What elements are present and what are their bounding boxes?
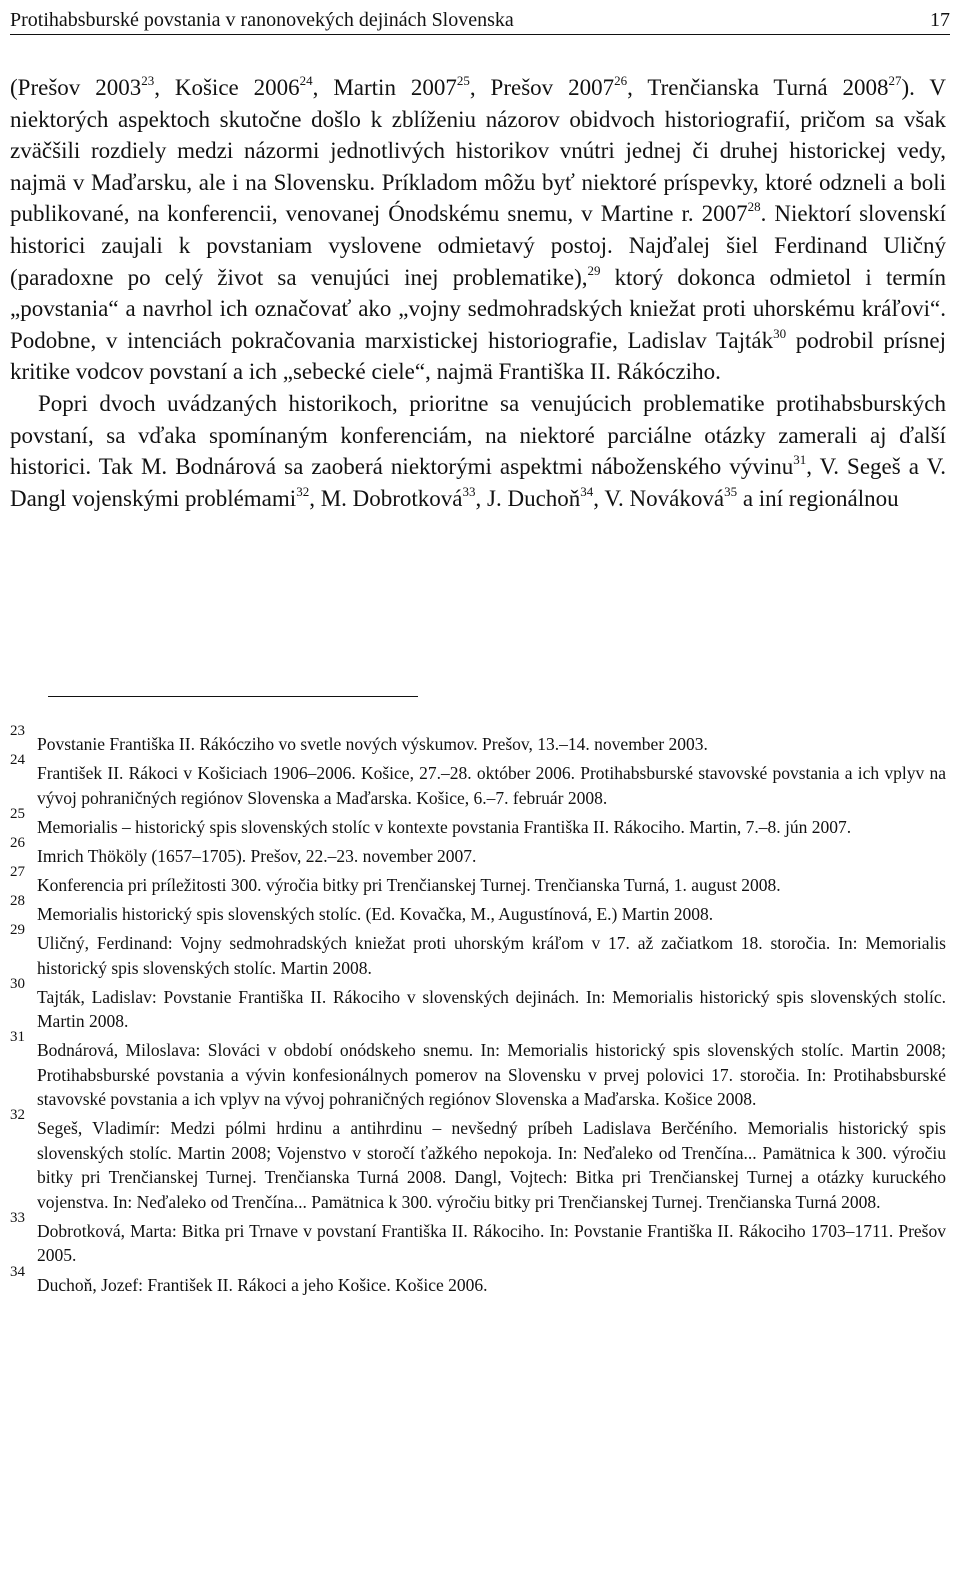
- footnote-text: Memorialis – historický spis slovenských stolíc v kontexte povstania Františka II. Rákociho. Martin, 7.–8. jún 2007.: [37, 816, 852, 837]
- footnote-text: Uličný, Ferdinand: Vojny sedmohradských kniežat proti uhorským kráľom v 17. až začiatkom 18. storočia. In: Memorialis historický spis slovenských stolíc. Martin 2008.: [37, 933, 946, 978]
- footnote-ref-26[interactable]: 26: [614, 73, 628, 88]
- text-run: , Prešov 2007: [469, 75, 615, 100]
- footnote-text: Povstanie Františka II. Rákócziho vo svetle nových výskumov. Prešov, 13.–14. november 2003.: [37, 734, 708, 754]
- footnote-27: [10, 863, 946, 898]
- footnote-ref-23[interactable]: 23: [141, 73, 155, 88]
- running-header: [10, 4, 950, 32]
- footnote-ref-34[interactable]: 34: [580, 483, 594, 499]
- footnote-number: 24: [10, 752, 25, 769]
- footnote-ref-24[interactable]: 24: [299, 73, 313, 88]
- footnote-29: [10, 922, 946, 980]
- text-run: , Martin 2007: [312, 75, 457, 100]
- footnote-ref-27[interactable]: 27: [888, 73, 902, 88]
- footnote-number: 33: [10, 1209, 25, 1226]
- footnote-text: Duchoň, Jozef: František II. Rákoci a jeho Košice. Košice 2006.: [37, 1274, 488, 1295]
- footnote-ref-33[interactable]: 33: [462, 483, 476, 499]
- footnote-text: Imrich Thököly (1657–1705). Prešov, 22.–23. november 2007.: [37, 845, 477, 866]
- footnote-number: 31: [10, 1029, 25, 1046]
- footnote-number: 29: [10, 922, 25, 939]
- text-run: , M. Dobrotková: [309, 485, 463, 511]
- paragraph-1: [10, 72, 946, 388]
- footnote-number: 34: [10, 1263, 25, 1280]
- footnote-23: [10, 723, 946, 757]
- footnote-number: 23: [10, 723, 25, 739]
- footnote-34: [10, 1263, 946, 1298]
- footnote-32: [10, 1107, 946, 1214]
- footnote-ref-35[interactable]: 35: [724, 483, 738, 499]
- footnote-26: [10, 834, 946, 869]
- page-number: 17: [930, 9, 950, 31]
- footnote-28: [10, 892, 946, 927]
- footnote-31: [10, 1029, 946, 1112]
- footnote-text: František II. Rákoci v Košiciach 1906–2006. Košice, 27.–28. október 2006. Protihabsburské stavovské povstania a ich vplyv na vývoj pohraničných regiónov Slovenska a Maďarska. Košice, 6.–7. február 2008.: [37, 763, 946, 808]
- text-run: Popri dvoch uvádzaných historikoch, prioritne sa venujúcich problematike protihabsburských povstaní, sa vďaka spomínaným konferenciám, na niektoré parciálne otázky zamerali aj ďalší historici. Tak M. Bodnárová sa zaoberá niektorými aspektmi náboženského vývinu: [10, 390, 946, 480]
- footnote-text: Konferencia pri príležitosti 300. výročia bitky pri Trenčianskej Turnej. Trenčianska Turná, 1. august 2008.: [37, 874, 781, 895]
- text-run: , Košice 2006: [154, 75, 300, 100]
- footnote-number: 32: [10, 1107, 25, 1124]
- text-run: (Prešov 2003: [10, 75, 142, 100]
- main-text: [10, 72, 946, 514]
- footnote-30: [10, 975, 946, 1034]
- footnotes: [10, 723, 946, 1302]
- footnote-text: Segeš, Vladimír: Medzi pólmi hrdinu a antihrdinu – nevšedný príbeh Ladislava Berčéního. Memorialis historický spis slovenských stolíc. Martin 2008; Vojenstvo v storočí ťažkého nepokoja. In: Neďaleko od Trenčína... Pamätnica k 300. výročiu bitky pri Trenčianskej Turnej. Trenčianska Turná 2008. Dangl, Vojtech: Bitka pri Trenčianskej Turnej a otázky kuruckého vojenstva. In: Neďaleko od Trenčína... Pamätnica k 300. výročiu bitky pri Trenčianskej Turnej. Trenčianska Turná 2008.: [37, 1118, 946, 1212]
- text-run: , V. Segeš a V. Dangl vojenskými problémami: [10, 454, 947, 511]
- footnote-24: [10, 752, 946, 810]
- text-run: , Trenčianska Turná 2008: [627, 75, 889, 100]
- footnote-33: [10, 1209, 946, 1268]
- footnote-number: 27: [10, 863, 25, 880]
- footnote-number: 28: [10, 892, 25, 909]
- footnote-ref-25[interactable]: 25: [456, 73, 470, 88]
- text-run: , J. Duchoň: [475, 485, 581, 511]
- header-title: Protihabsburské povstania v ranonovekých dejinách Slovenska: [10, 9, 514, 31]
- footnote-number: 30: [10, 975, 25, 992]
- text-run: . Niektorí slovenskí historici zaujali k povstaniam vyslovene odmietavý postoj. Najďalej šiel Ferdinand Uličný (paradoxne po celý život sa venujúci inej problematike),: [10, 201, 946, 290]
- footnote-ref-28[interactable]: 28: [747, 199, 761, 215]
- text-run: ). V niektorých aspektoch skutočne došlo k zblíženiu názorov obidvoch historiografií, pričom sa však zväčšili rozdiely medzi názormi jednotlivých historikov vnútri jednej či druhej historickej vedy, najmä v Maďarsku, ale i na Slovensku. Príkladom môžu byť niektoré príspevky, ktoré odzneli a boli publikované, na konferencii, venovanej Ónodskému snemu, v Martine r. 2007: [10, 75, 946, 227]
- footnote-ref-29[interactable]: 29: [587, 262, 601, 278]
- footnote-ref-32[interactable]: 32: [296, 483, 310, 499]
- footnote-text: Bodnárová, Miloslava: Slováci v období onódskeho snemu. In: Memorialis historický spis slovenských stolíc. Martin 2008; Protihabsburské povstania a vývin konfesionálnych pomerov na Slovensku v prvej polovici 17. storočia. In: Protihabsburské stavovské povstania a ich vplyv na vývoj pohraničných regiónov Slovenska a Maďarska. Košice 2008.: [37, 1040, 946, 1110]
- footnote-text: Memorialis historický spis slovenských stolíc. (Ed. Kovačka, M., Augustínová, E.) Martin 2008.: [37, 903, 714, 924]
- text-run: a iní regionálnou: [737, 485, 899, 511]
- paragraph-2: [10, 388, 946, 514]
- footnote-text: Tajták, Ladislav: Povstanie Františka II. Rákociho v slovenských dejinách. In: Memorialis historický spis slovenských stolíc. Martin 2008.: [37, 986, 946, 1032]
- footnote-text: Dobrotková, Marta: Bitka pri Trnave v povstaní Františka II. Rákociho. In: Povstanie Františka II. Rákociho 1703–1711. Prešov 2005.: [37, 1220, 946, 1266]
- text-run: , V. Nováková: [593, 485, 725, 511]
- footnote-number: 25: [10, 805, 25, 822]
- footnote-ref-30[interactable]: 30: [773, 325, 787, 341]
- footnote-ref-31[interactable]: 31: [793, 452, 807, 468]
- text-run: podrobil prísnej kritike vodcov povstaní a ich „sebecké ciele“, najmä Františka II. Rákócziho.: [10, 327, 946, 385]
- header-rule: [10, 34, 950, 35]
- footnote-number: 26: [10, 834, 25, 851]
- footnote-separator: [48, 696, 418, 697]
- text-run: ktorý dokonca odmietol i termín „povstania“ a navrhol ich označovať ako „vojny sedmohradských kniežat proti uhorskému kráľovi“. Podobne, v intenciách pokračovania marxistickej historiografie, Ladislav Tajták: [10, 264, 946, 353]
- footnote-25: [10, 805, 946, 840]
